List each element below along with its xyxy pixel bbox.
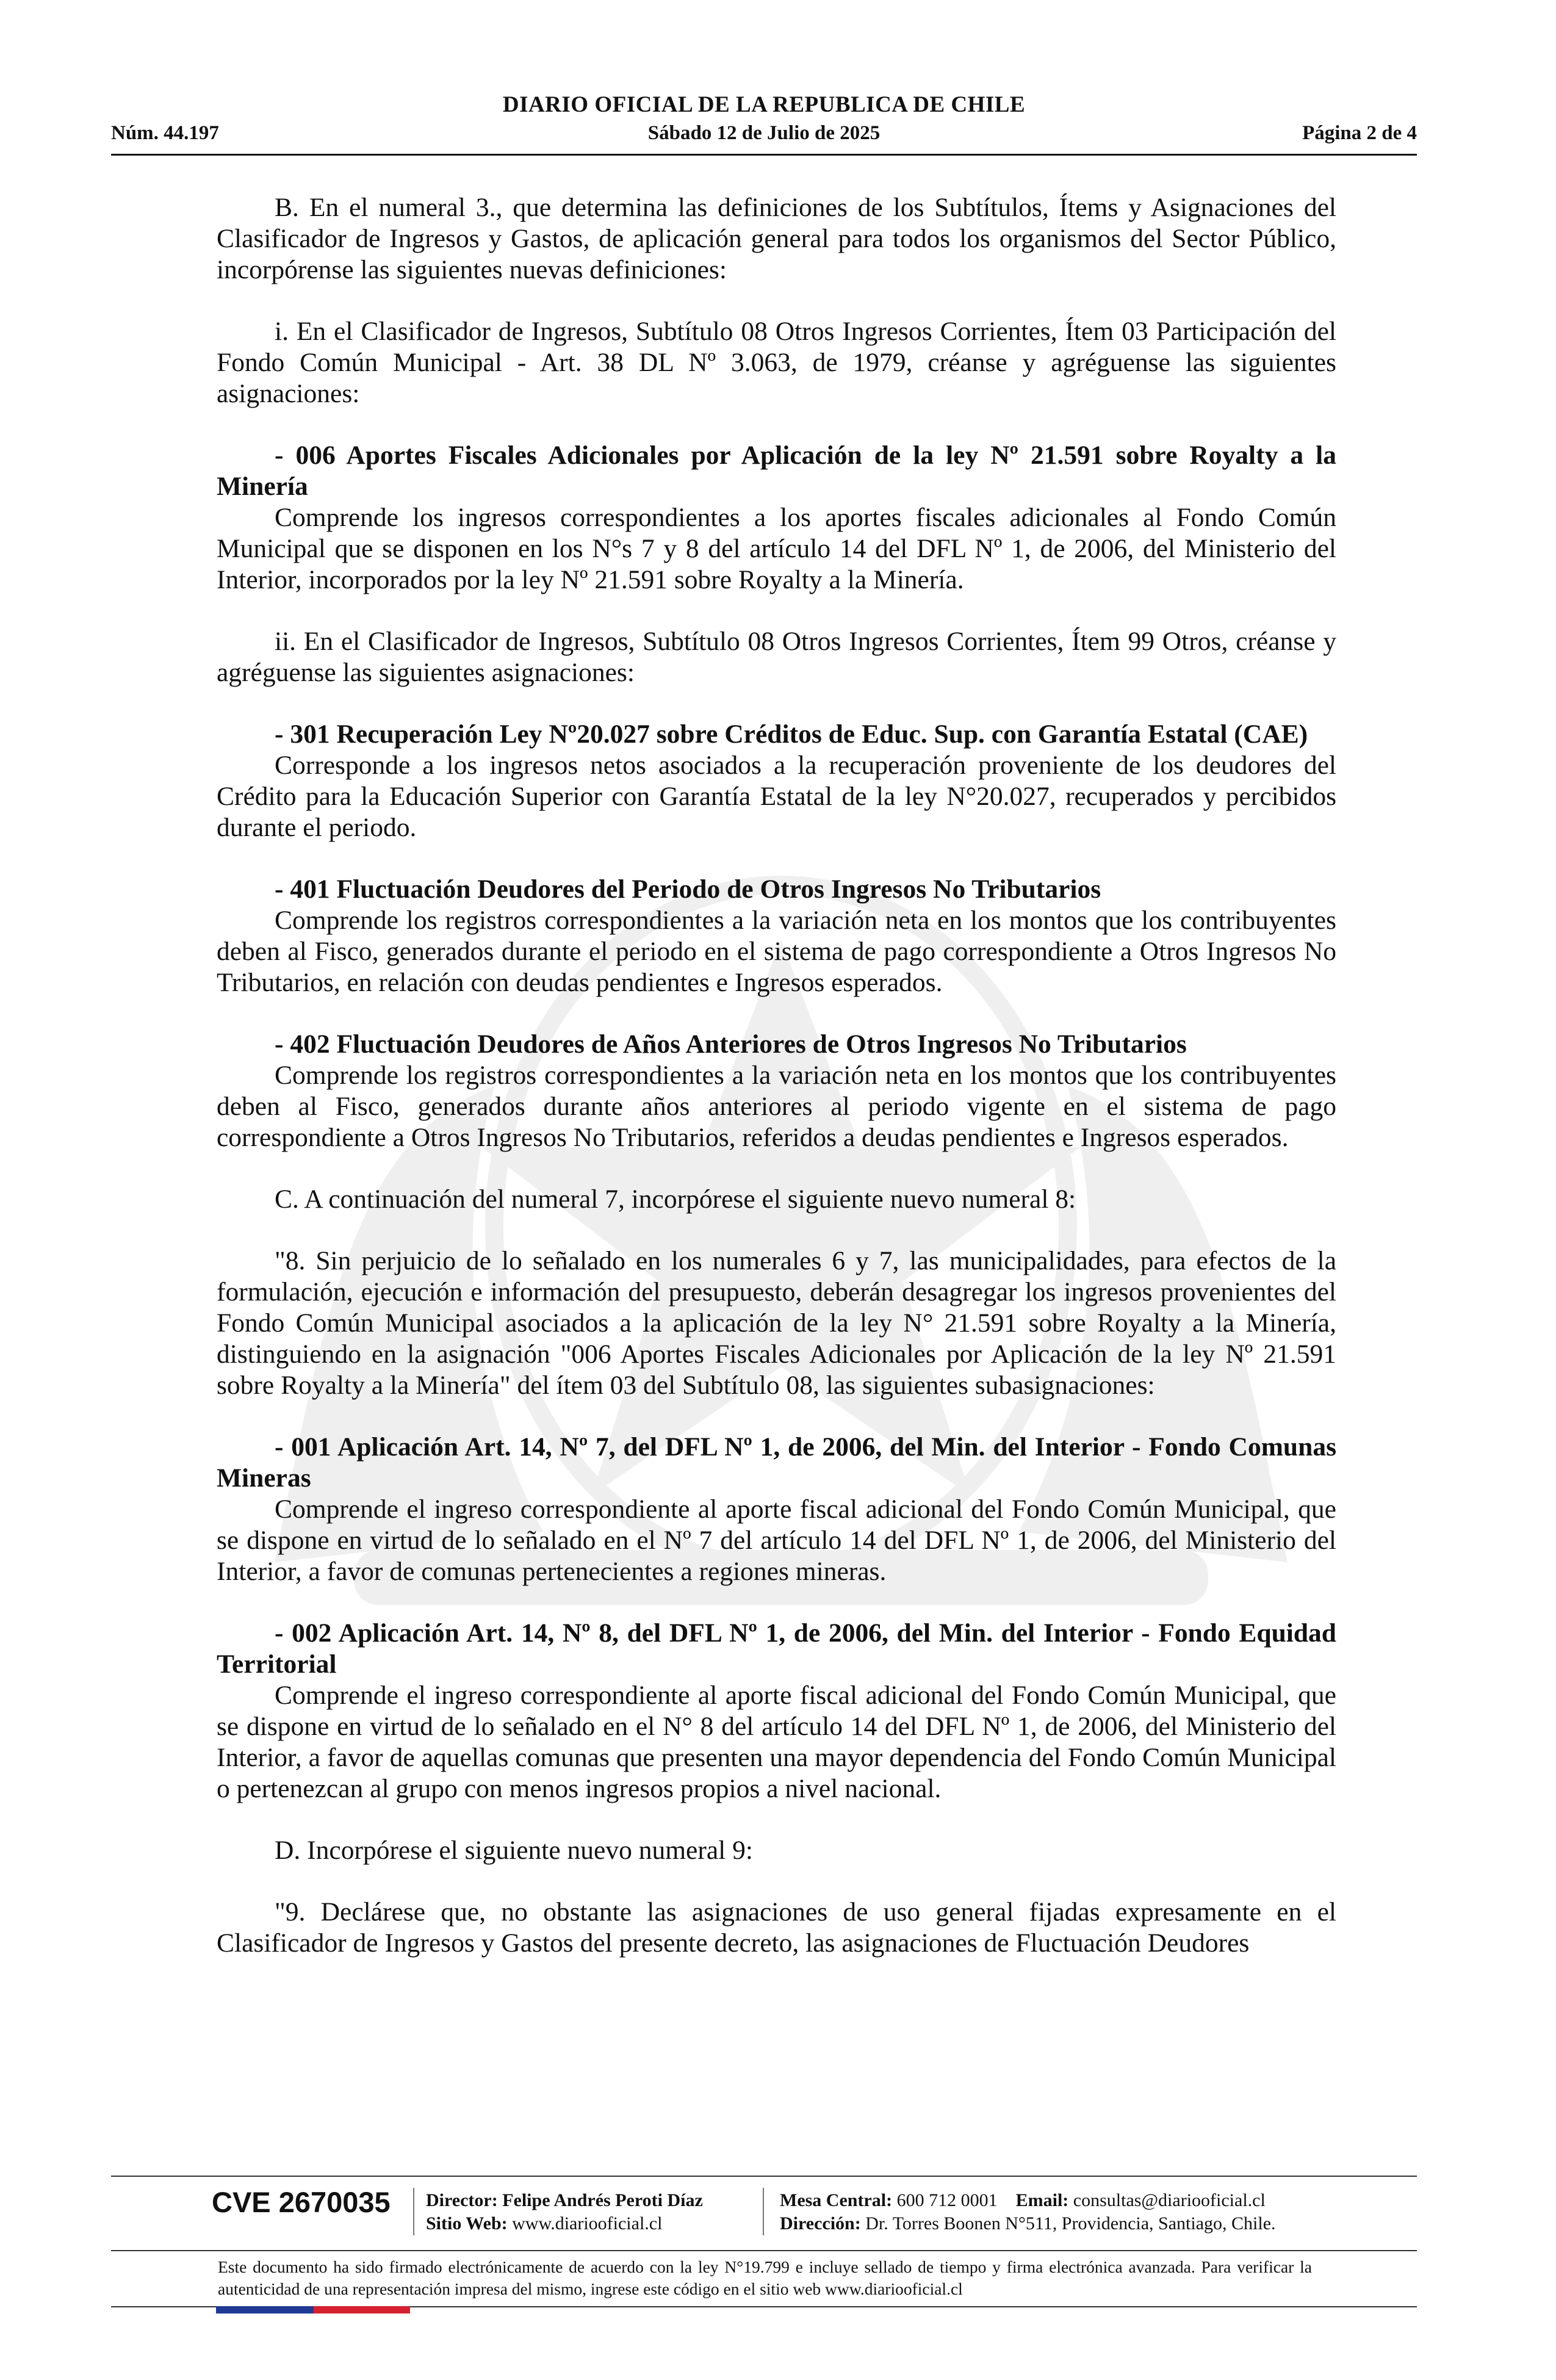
issue-number: Núm. 44.197 — [111, 122, 219, 144]
director-label: Director: — [426, 2190, 498, 2210]
document-body — [217, 192, 1336, 1959]
email-link[interactable]: consultas@diariooficial.cl — [1073, 2190, 1266, 2210]
phone-number: 600 712 0001 — [896, 2190, 998, 2210]
paragraph-401: Comprende los registros correspondientes a la variación neta en los montos que los contribuyentes deben al Fisco, generados durante el periodo en el sistema de pago correspondiente a Otros Ingresos No Tributarios, en relación con deudas pendientes e Ingresos esperados. — [217, 906, 1336, 997]
heading-301: - 301 Recuperación Ley Nº20.027 sobre Créditos de Educ. Sup. con Garantía Estatal (CAE) — [275, 719, 1308, 749]
heading-002: - 002 Aplicación Art. 14, Nº 8, del DFL Nº 1, de 2006, del Min. del Interior - Fondo Equidad Territorial — [217, 1618, 1336, 1679]
phone-label: Mesa Central: — [780, 2190, 893, 2210]
paragraph-ii: ii. En el Clasificador de Ingresos, Subtítulo 08 Otros Ingresos Corrientes, Ítem 99 Otros, créanse y agréguense las siguientes asignaciones: — [217, 627, 1336, 687]
paragraph-c: C. A continuación del numeral 7, incorpórese el siguiente nuevo numeral 8: — [275, 1185, 1076, 1214]
site-label: Sitio Web: — [426, 2213, 508, 2234]
footer-separator — [413, 2188, 414, 2235]
address-value: Dr. Torres Boonen N°511, Providencia, Santiago, Chile. — [865, 2213, 1276, 2234]
newspaper-title: DIARIO OFICIAL DE LA REPUBLICA DE CHILE — [502, 92, 1026, 117]
legal-notice: Este documento ha sido firmado electrónicamente de acuerdo con la ley N°19.799 e incluye sellado de tiempo y firma electrónica avanzada. Para verificar la autenticidad de una representación impresa del mismo, ingrese este código en el sitio web www.diariooficial.cl — [218, 2257, 1312, 2298]
paragraph-b: B. En el numeral 3., que determina las definiciones de los Subtítulos, Ítems y Asignaciones del Clasificador de Ingresos y Gastos, de aplicación general para todos los organismos del Sector Público, incorpórense las siguientes nuevas definiciones: — [217, 193, 1336, 284]
paragraph-001: Comprende el ingreso correspondiente al aporte fiscal adicional del Fondo Común Municipal, que se dispone en virtud de lo señalado en el Nº 7 del artículo 14 del DFL Nº 1, de 2006, del Ministerio del Interior, a favor de comunas pertenecientes a regiones mineras. — [217, 1495, 1336, 1586]
paragraph-002: Comprende el ingreso correspondiente al aporte fiscal adicional del Fondo Común Municipal, que se dispone en virtud de lo señalado en el N° 8 del artículo 14 del DFL Nº 1, de 2006, del Ministerio del Interior, a favor de aquellas comunas que presenten una mayor dependencia del Fondo Común Municipal o pertenezcan al grupo con menos ingresos propios a nivel nacional. — [217, 1681, 1336, 1803]
cve-code: CVE 2670035 — [212, 2186, 391, 2218]
heading-401: - 401 Fluctuación Deudores del Periodo de Otros Ingresos No Tributarios — [275, 874, 1101, 904]
issue-date: Sábado 12 de Julio de 2025 — [647, 122, 881, 144]
paragraph-d: D. Incorpórese el siguiente nuevo numeral 9: — [275, 1836, 753, 1865]
paragraph-numeral-9: "9. Declárese que, no obstante las asignaciones de uso general fijadas expresamente en el Clasificador de Ingresos y Gastos del presente decreto, las asignaciones de Fluctuación Deudores — [217, 1897, 1336, 1958]
paragraph-301: Corresponde a los ingresos netos asociados a la recuperación proveniente de los deudores del Crédito para la Educación Superior con Garantía Estatal de la ley N°20.027, recuperados y percibidos durante el periodo. — [217, 751, 1336, 842]
page-number: Página 2 de 4 — [1302, 122, 1417, 144]
address-label: Dirección: — [780, 2213, 861, 2234]
heading-402: - 402 Fluctuación Deudores de Años Anteriores de Otros Ingresos No Tributarios — [275, 1030, 1187, 1059]
heading-006: - 006 Aportes Fiscales Adicionales por Aplicación de la ley Nº 21.591 sobre Royalty a la Minería — [217, 441, 1336, 501]
site-link[interactable]: www.diariooficial.cl — [512, 2213, 663, 2234]
paragraph-i: i. En el Clasificador de Ingresos, Subtítulo 08 Otros Ingresos Corrientes, Ítem 03 Participación del Fondo Común Municipal - Art. 38 DL Nº 3.063, de 1979, créanse y agréguense las siguientes asignaciones: — [217, 317, 1336, 408]
flag-red-segment — [314, 2306, 410, 2313]
director-name: Felipe Andrés Peroti Díaz — [502, 2190, 703, 2210]
footer-divider-top — [111, 2176, 1417, 2177]
footer-editorial-info — [426, 2189, 703, 2235]
email-label: Email: — [1015, 2190, 1069, 2210]
footer-separator — [763, 2188, 764, 2235]
chilean-flag-stripe — [216, 2306, 410, 2313]
paragraph-numeral-8: "8. Sin perjuicio de lo señalado en los numerales 6 y 7, las municipalidades, para efectos de la formulación, ejecución e información del presupuesto, deberán desagregar los ingresos provenientes del Fondo Común Municipal asociados a la aplicación de la ley N° 21.591 sobre Royalty a la Minería, distinguiendo en la asignación "006 Aportes Fiscales Adicionales por Aplicación de la ley Nº 21.591 sobre Royalty a la Minería" del ítem 03 del Subtítulo 08, las siguientes subasignaciones: — [217, 1246, 1336, 1400]
paragraph-402: Comprende los registros correspondientes a la variación neta en los montos que los contribuyentes deben al Fisco, generados durante años anteriores al periodo vigente en el sistema de pago correspondiente a Otros Ingresos No Tributarios, referidos a deudas pendientes e Ingresos esperados. — [217, 1061, 1336, 1152]
heading-001: - 001 Aplicación Art. 14, Nº 7, del DFL Nº 1, de 2006, del Min. del Interior - Fondo Comunas Mineras — [217, 1432, 1336, 1493]
paragraph-006: Comprende los ingresos correspondientes a los aportes fiscales adicionales al Fondo Común Municipal que se disponen en los N°s 7 y 8 del artículo 14 del DFL Nº 1, de 2006, del Ministerio del Interior, incorporados por la ley Nº 21.591 sobre Royalty a la Minería. — [217, 503, 1336, 594]
footer-contact-info — [780, 2189, 1276, 2235]
flag-blue-segment — [216, 2306, 314, 2313]
page-footer — [111, 2176, 1417, 2359]
page-header — [111, 92, 1417, 159]
footer-divider-middle — [111, 2250, 1417, 2251]
header-divider — [111, 154, 1417, 156]
